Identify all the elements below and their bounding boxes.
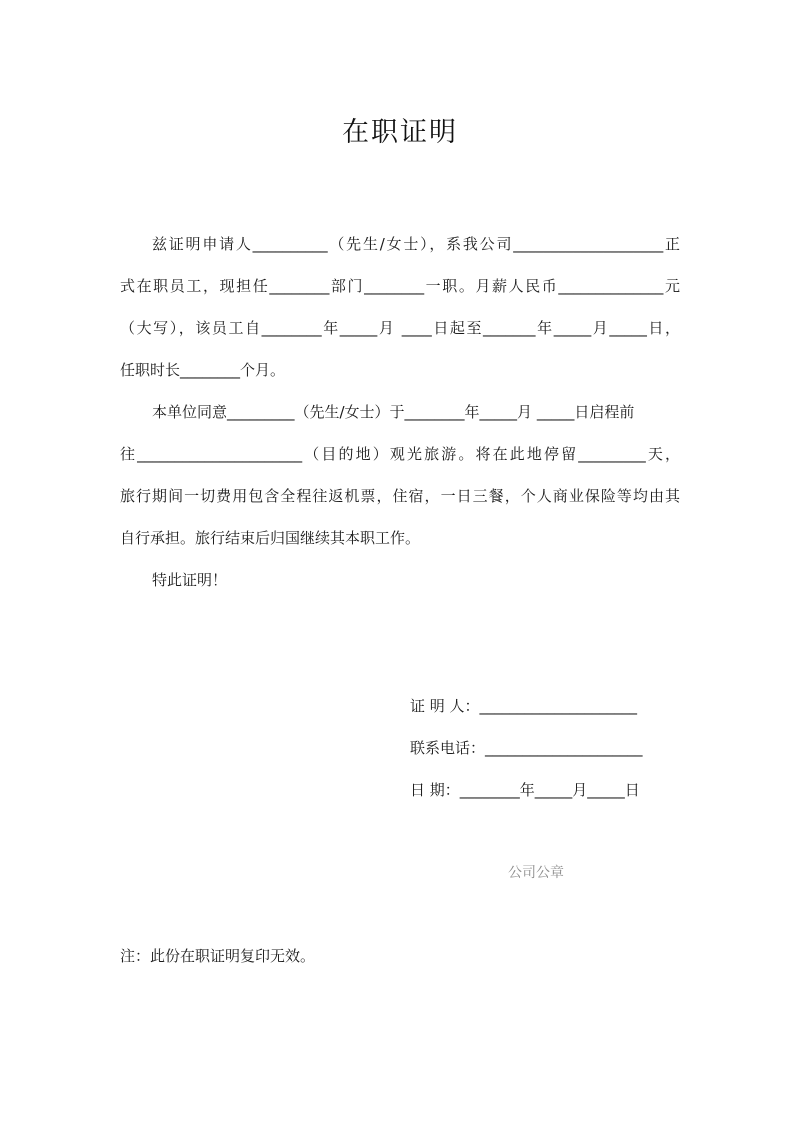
certifier-line: 证 明 人：_____________________ [410, 697, 638, 715]
paragraph-2-line-1: 本单位同意_________（先生/女士）于________年_____月 _____日启程前 [152, 403, 635, 421]
company-seal-label: 公司公章 [508, 865, 564, 881]
paragraph-1-line-2: 式在职员工，现担任________部门________一职。月薪人民币______________元 [120, 277, 680, 295]
paragraph-1-line-1: 兹证明申请人__________（先生/女士），系我公司____________________正 [152, 235, 680, 253]
date-line: 日 期：________年_____月_____日 [410, 781, 640, 799]
paragraph-1-line-3: （大写），该员工自________年_____月 ____日起至_______年_____月_____日， [120, 319, 680, 337]
paragraph-2-line-2: 往______________________（目的地）观光旅游。将在此地停留_________天， [120, 445, 680, 463]
document-title: 在职证明 [342, 117, 458, 148]
paragraph-2-line-4: 自行承担。旅行结束后归国继续其本职工作。 [120, 529, 421, 547]
closing-statement: 特此证明！ [152, 571, 228, 589]
paragraph-2-line-3: 旅行期间一切费用包含全程往返机票，住宿，一日三餐，个人商业保险等均由其 [120, 487, 680, 505]
phone-line: 联系电话：_____________________ [410, 739, 643, 757]
paragraph-1-line-4: 任职时长________个月。 [120, 361, 286, 379]
footnote: 注：此份在职证明复印无效。 [120, 947, 316, 965]
